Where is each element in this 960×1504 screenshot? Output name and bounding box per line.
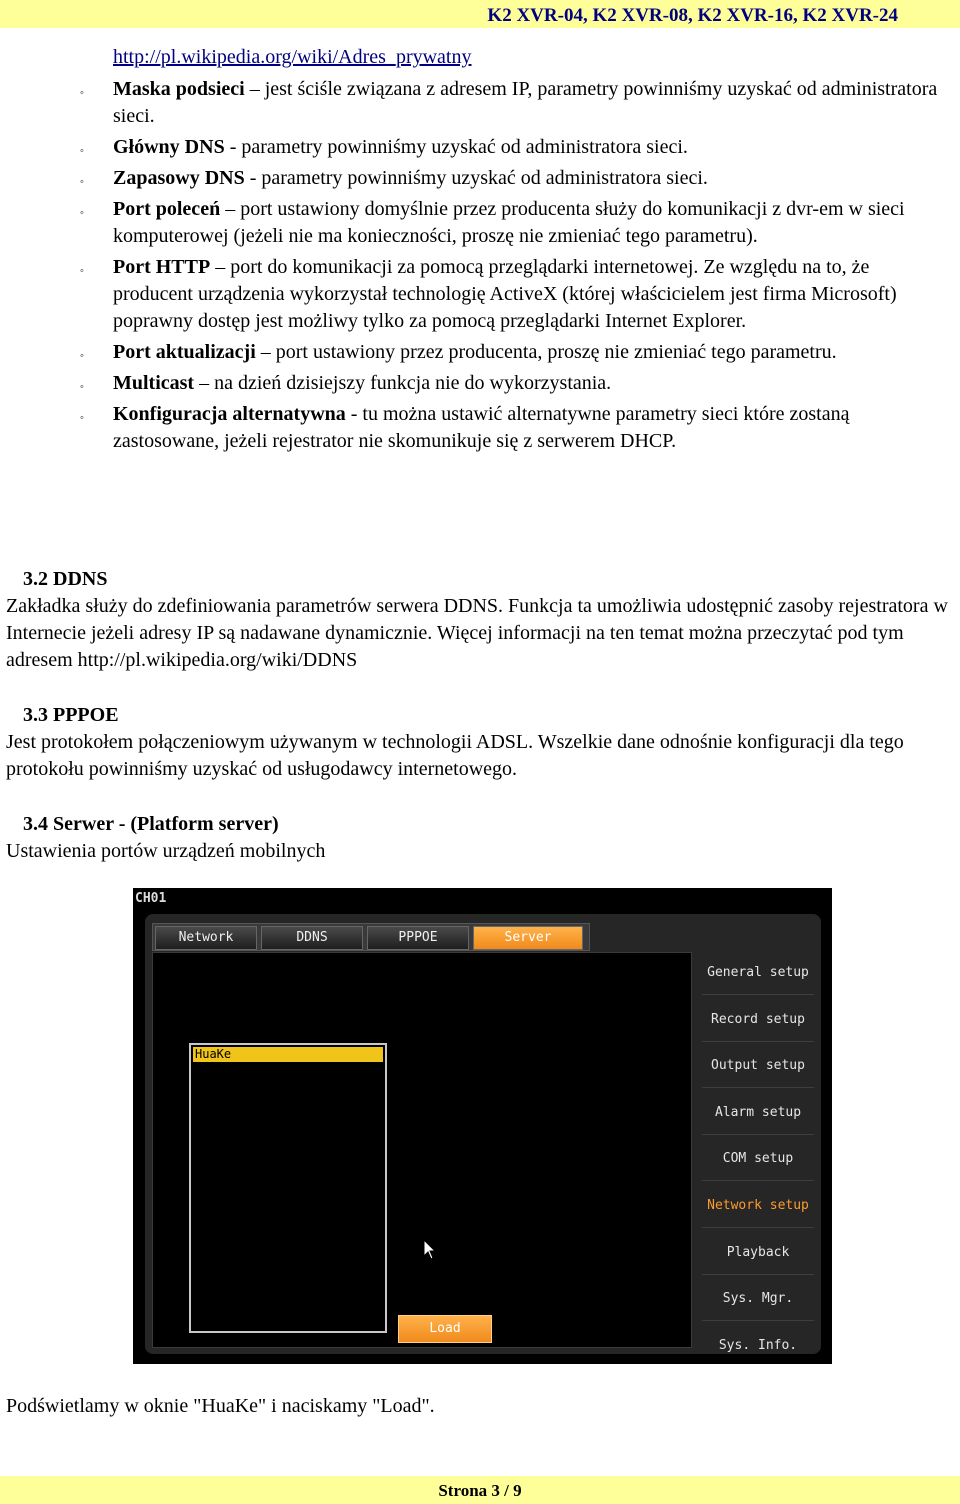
bullet-term: Maska podsieci: [113, 78, 245, 100]
page-number: Strona 3 / 9: [438, 1481, 522, 1500]
tab-pppoe[interactable]: PPPOE: [367, 926, 469, 950]
menu-item-playback[interactable]: Playback: [702, 1232, 814, 1275]
bullet-term: Port HTTP: [113, 256, 211, 278]
dvr-screenshot: [133, 888, 832, 1364]
load-button[interactable]: Load: [398, 1315, 492, 1343]
section-title: 3.2 DDNS: [23, 568, 108, 590]
footer-band: [0, 1476, 960, 1504]
bullet-item: [0, 370, 960, 397]
header-band: [0, 0, 960, 28]
server-list[interactable]: [189, 1043, 387, 1333]
bullet-item: [0, 196, 960, 250]
bullet-text: – port ustawiony domyślnie przez producenta służy do komunikacji z dvr-em w sieci komputerowej (jeżeli nie ma konieczności, proszę nie zmieniać tego parametru).: [113, 198, 905, 247]
dvr-settings-window: [145, 914, 821, 1354]
tab-network[interactable]: Network: [155, 926, 257, 950]
bullet-text: – na dzień dzisiejszy funkcja nie do wykorzystania.: [194, 372, 612, 394]
dvr-tab-bar: [152, 923, 590, 951]
menu-item-network-setup[interactable]: Network setup: [702, 1185, 814, 1228]
section-title: 3.3 PPPOE: [23, 704, 119, 726]
bullet-text: - tu można ustawić alternatywne parametry sieci które zostaną zastosowane, jeżeli rejestrator nie skomunikuje się z serwerem DHCP.: [113, 403, 850, 452]
menu-item-sys-info[interactable]: Sys. Info.: [718, 1338, 798, 1353]
bullet-text: - parametry powinniśmy uzyskać od administratora sieci.: [244, 167, 708, 189]
bullet-icon: ◦: [80, 176, 84, 188]
section-body: Zakładka służy do zdefiniowania parametrów serwera DDNS. Funkcja ta umożliwia udostępnić zasoby rejestratora w Internecie jeżeli adresy IP są nadawane dynamicznie. Więcej informacji na ten temat można przeczytać pod tym adresem http://pl.wikipedia.org/wiki/DDNS: [6, 595, 948, 671]
bullet-item: [0, 254, 960, 335]
wiki-link-private-address[interactable]: http://pl.wikipedia.org/wiki/Adres_prywatny: [113, 46, 472, 68]
bullet-icon: ◦: [80, 265, 84, 277]
menu-item-sys-mgr[interactable]: Sys. Mgr.: [702, 1278, 814, 1321]
bullet-icon: ◦: [80, 381, 84, 393]
bullet-term: Konfiguracja alternatywna: [113, 403, 346, 425]
bullet-item: [0, 339, 960, 366]
tab-ddns[interactable]: DDNS: [261, 926, 363, 950]
section-ddns: [6, 566, 956, 674]
bullet-term: Port poleceń: [113, 198, 221, 220]
section-body: Jest protokołem połączeniowym używanym w technologii ADSL. Wszelkie dane odnośnie konfiguracji dla tego protokołu powinniśmy uzyskać od usługodawcy internetowego.: [6, 731, 904, 780]
channel-label: CH01: [135, 891, 167, 906]
section-title: 3.4 Serwer - (Platform server): [23, 813, 279, 835]
bullet-icon: ◦: [80, 145, 84, 157]
bullet-icon: ◦: [80, 87, 84, 99]
menu-item-alarm-setup[interactable]: Alarm setup: [702, 1092, 814, 1135]
bullet-term: Główny DNS: [113, 136, 225, 158]
bullet-icon: ◦: [80, 412, 84, 424]
bullet-text: - parametry powinniśmy uzyskać od administratora sieci.: [224, 136, 688, 158]
list-item-huake[interactable]: HuaKe: [193, 1047, 383, 1062]
bullet-text: – port do komunikacji za pomocą przeglądarki internetowej. Ze względu na to, że producent urządzenia wykorzystał technologię ActiveX (której właścicielem jest firma Microsoft) poprawny dostęp jest możliwy tylko za pomocą przeglądarki Internet Explorer.: [113, 256, 897, 332]
bullet-term: Multicast: [113, 372, 195, 394]
document-header-title: K2 XVR-04, K2 XVR-08, K2 XVR-16, K2 XVR-24: [487, 5, 898, 26]
bullet-icon: ◦: [80, 350, 84, 362]
bullet-item: [0, 76, 960, 130]
bullet-item: [0, 134, 960, 161]
tab-server[interactable]: Server: [473, 926, 583, 950]
bullet-text: – port ustawiony przez producenta, proszę nie zmieniać tego parametru.: [255, 341, 837, 363]
menu-item-output-setup[interactable]: Output setup: [702, 1045, 814, 1088]
bullet-text: – jest ściśle związana z adresem IP, parametry powinniśmy uzyskać od administratora sieci.: [113, 78, 938, 127]
section-body: Ustawienia portów urządzeń mobilnych: [6, 840, 326, 862]
mouse-cursor-icon: [423, 1239, 437, 1261]
section-server: [6, 811, 956, 865]
caption: [6, 1393, 956, 1420]
menu-item-general-setup[interactable]: General setup: [702, 952, 814, 995]
bullet-item: [0, 165, 960, 192]
menu-item-record-setup[interactable]: Record setup: [702, 999, 814, 1042]
bullet-term: Zapasowy DNS: [113, 167, 245, 189]
bullet-icon: ◦: [80, 207, 84, 219]
settings-bullet-list: [0, 76, 960, 459]
dvr-side-menu: [702, 952, 816, 1353]
bullet-item: [0, 401, 960, 455]
menu-item-com-setup[interactable]: COM setup: [702, 1138, 814, 1181]
caption-text: Podświetlamy w oknie "HuaKe" i naciskamy "Load".: [6, 1395, 435, 1417]
bullet-term: Port aktualizacji: [113, 341, 256, 363]
server-panel: [152, 952, 692, 1348]
section-pppoe: [6, 702, 956, 783]
